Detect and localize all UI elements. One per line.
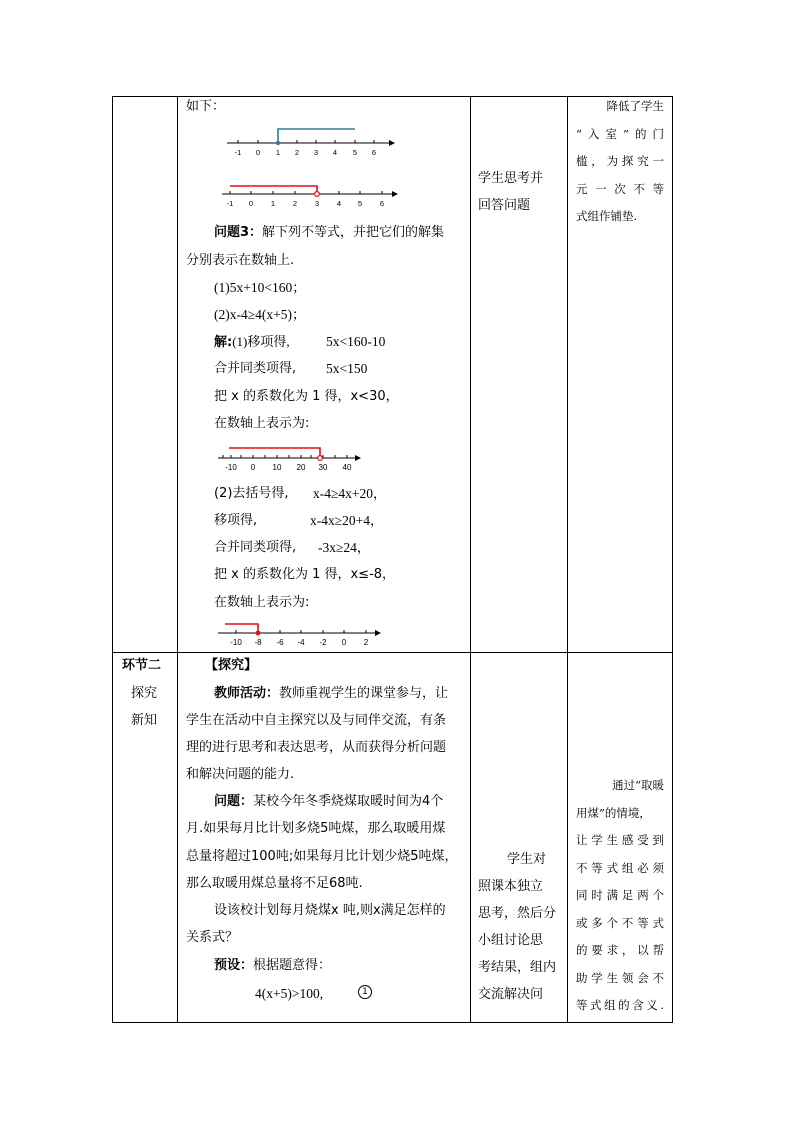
solution-2c-value: -3x≥24， — [318, 540, 371, 555]
table-border-bottom — [112, 1022, 673, 1023]
setup-line: 设该校计划每月烧煤x 吨,则x满足怎样的 — [214, 903, 446, 918]
row2-note-line: 用煤”的情境， — [576, 805, 651, 820]
stage-label: 环节二 — [122, 658, 162, 673]
problem-text: 某校今年冬季烧煤取暖时间为4个 — [253, 794, 444, 809]
nl2-tick-label: 0 — [248, 199, 254, 208]
solution-1c: 把 x 的系数化为 1 得，x<30， — [214, 389, 399, 404]
solution-2b: 移项得, — [214, 513, 258, 528]
row2-student-line: 学生对 — [507, 852, 547, 867]
nl3-tick-label: 30 — [318, 463, 328, 472]
row2-note-line: 等式组的含义. — [576, 998, 664, 1012]
solution-1d: 在数轴上表示为: — [214, 416, 310, 431]
nl3-tick-label: 40 — [342, 463, 352, 472]
nl2-tick-label: 2 — [292, 199, 298, 208]
nl2-tick-label: 1 — [270, 199, 276, 208]
row2-student-line: 小组讨论思 — [478, 933, 544, 948]
solution-2a-value: x-4≥4x+20， — [313, 486, 387, 501]
row2-student-line: 思考，然后分 — [478, 906, 557, 921]
row1-note-line: 元一次不等 — [576, 181, 664, 196]
col-line-3 — [470, 96, 471, 1023]
explore-title: 【探究】 — [205, 658, 258, 673]
stage-label: 探究 — [131, 686, 158, 701]
row1-note-line: 降低了学生 — [606, 99, 664, 113]
problem3-line1 — [214, 226, 444, 239]
solution-2c: 合并同类项得, — [214, 540, 297, 555]
equation-1: 4(x+5)>100, — [255, 986, 324, 1001]
nl1-tick-label: 0 — [255, 148, 261, 157]
number-line-2 — [220, 180, 400, 208]
solution-label: 解: — [214, 335, 233, 350]
row2-note-line: 或多个不等式 — [576, 915, 664, 930]
setup-line: 关系式？ — [186, 930, 239, 945]
stage-label: 新知 — [131, 713, 158, 728]
problem-label: 问题： — [214, 794, 254, 809]
col-line-2 — [177, 96, 178, 1023]
preset-text: 根据题意得： — [253, 958, 332, 973]
solution-1a-value: 5x<160-10 — [326, 334, 386, 349]
row2-student-line: 照课本独立 — [478, 879, 544, 894]
number-line-3 — [215, 442, 365, 472]
row1-student-line: 学生思考并 — [478, 171, 544, 186]
row2-note-line: 的要求，以帮 — [576, 943, 664, 957]
teacher-text: 教师重视学生的课堂参与，让 — [279, 686, 449, 701]
preset-label: 预设： — [214, 958, 254, 973]
col-line-5 — [672, 96, 673, 1023]
problem-line: 总量将超过100吨;如果每月比计划少烧5吨煤， — [186, 849, 458, 864]
nl1-tick-label: -1 — [234, 148, 242, 157]
problem-line-1 — [214, 795, 443, 808]
teacher-line: 和解决问题的能力. — [186, 767, 295, 782]
problem3-text: 解下列不等式，并把它们的解集 — [262, 225, 445, 240]
row2-student-line: 交流解决问 — [478, 987, 544, 1002]
nl4-tick-label: -2 — [319, 638, 327, 647]
row1-note-line: 式组作铺垫. — [576, 209, 638, 223]
nl3-tick-label: 10 — [272, 463, 282, 472]
problem-line: 那么取暖用煤总量将不足68吨. — [186, 876, 363, 891]
intro-text: 如下： — [186, 99, 226, 114]
col-line-4 — [567, 96, 568, 1023]
problem-line: 月.如果每月比计划多烧5吨煤，那么取暖用煤 — [186, 821, 446, 836]
number-line-1 — [225, 124, 395, 158]
nl4-tick-label: -10 — [230, 638, 242, 647]
solution-1b-value: 5x<150 — [326, 361, 368, 376]
teacher-label: 教师活动： — [214, 686, 280, 701]
number-line-4 — [215, 618, 385, 648]
nl1-tick-label: 6 — [371, 148, 377, 157]
nl4-tick-label: 0 — [341, 638, 347, 647]
nl3-tick-label: 0 — [250, 463, 256, 472]
solution-2e: 在数轴上表示为: — [214, 595, 310, 610]
teacher-line: 理的进行思考和表达思考，从而获得分析问题 — [186, 740, 447, 755]
row1-note-line: “入室”的门 — [576, 126, 664, 141]
solution-2b-value: x-4x≥20+4， — [310, 513, 384, 528]
nl4-tick-label: -8 — [254, 638, 262, 647]
inequality-2: (2)x-4≥4(x+5)； — [214, 307, 306, 322]
row2-student-line: 考结果，组内 — [478, 960, 557, 975]
row2-note-line: 助学生领会不 — [576, 970, 664, 985]
teacher-line-1 — [214, 687, 448, 700]
nl1-tick-label: 1 — [275, 148, 281, 157]
nl1-tick-label: 2 — [294, 148, 300, 157]
solution-1b: 合并同类项得, — [214, 361, 297, 376]
nl2-tick-label: 6 — [379, 199, 385, 208]
solution-2d: 把 x 的系数化为 1 得，x≤-8， — [214, 567, 396, 582]
problem3-label: 问题3： — [214, 225, 263, 240]
row2-note-line: 通过“取暖 — [612, 778, 664, 792]
nl1-tick-label: 3 — [313, 148, 319, 157]
nl3-tick-label: -10 — [225, 463, 237, 472]
nl2-tick-label: -1 — [226, 199, 234, 208]
nl1-tick-label: 5 — [352, 148, 358, 157]
row2-note-line: 同时满足两个 — [576, 888, 664, 902]
nl4-tick-label: -6 — [276, 638, 284, 647]
row1-student-line: 回答问题 — [478, 198, 531, 213]
row2-note-line: 不等式组必须 — [576, 860, 664, 875]
teacher-line: 学生在活动中自主探究以及与同伴交流，有条 — [186, 713, 447, 728]
nl3-tick-label: 20 — [296, 463, 306, 472]
nl4-tick-label: -4 — [297, 638, 305, 647]
preset-line — [214, 959, 331, 972]
problem3-line2: 分别表示在数轴上. — [186, 253, 295, 268]
nl2-tick-label: 5 — [357, 199, 363, 208]
solution-2a: (2)去括号得, — [214, 486, 289, 501]
row1-note-line: 槛，为探究一 — [576, 154, 664, 168]
solution-1a — [214, 335, 290, 349]
nl2-tick-label: 3 — [314, 199, 320, 208]
row2-note — [576, 772, 664, 1020]
col-line-1 — [112, 96, 113, 1023]
nl4-tick-label: 2 — [363, 638, 369, 647]
inequality-1: (1)5x+10<160； — [214, 280, 306, 295]
row1-note — [576, 93, 664, 231]
nl2-tick-label: 4 — [336, 199, 342, 208]
row-divider — [112, 652, 673, 653]
solution-1a-text: (1)移项得, — [232, 334, 290, 349]
nl1-tick-label: 4 — [332, 148, 338, 157]
row2-note-line: 让学生感受到 — [576, 833, 664, 847]
equation-number-circle: 1 — [358, 985, 372, 999]
